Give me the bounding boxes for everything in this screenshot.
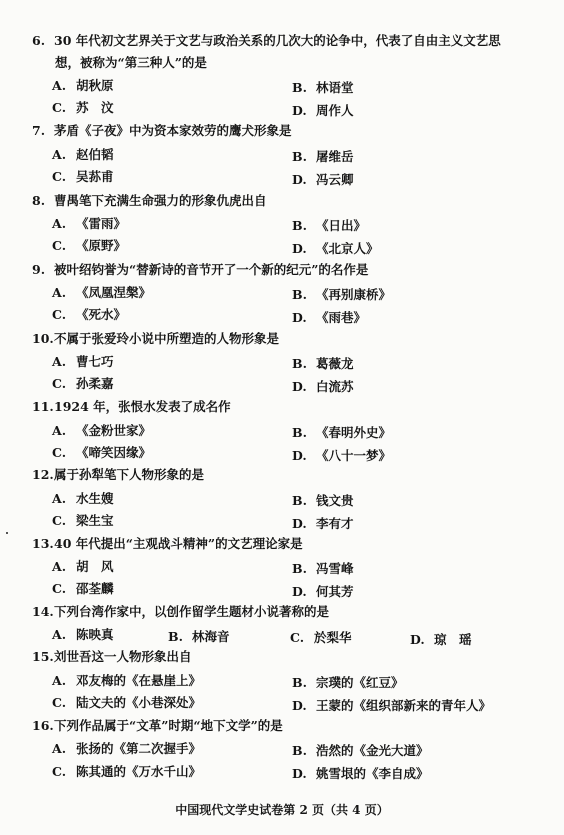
option-b: B. 《再别康桥》 — [292, 287, 392, 302]
option-a: A. 陈映真 — [52, 627, 114, 642]
question-13 — [32, 533, 552, 555]
question-stem: 1924 年，张恨水发表了成名作 — [54, 399, 231, 414]
question-number: 15. — [32, 649, 54, 664]
question-number: 13. — [32, 536, 54, 551]
option-d: D. 《北京人》 — [292, 241, 379, 256]
option-c: C. 梁生宝 — [52, 513, 114, 528]
option-b: B. 钱文贵 — [292, 493, 354, 508]
option-b: B. 葛薇龙 — [292, 356, 354, 371]
option-d: D. 白流苏 — [292, 379, 354, 394]
option-c: C. 《死水》 — [52, 307, 127, 322]
option-c: C. 於梨华 — [290, 630, 352, 645]
question-9 — [32, 259, 552, 281]
page-footer: 中国现代文学史试卷第 2 页（共 4 页） — [175, 803, 389, 817]
option-d: D. 《雨巷》 — [292, 310, 367, 325]
option-a: A. 《雷雨》 — [52, 216, 127, 231]
option-a: A. 胡 风 — [52, 559, 114, 574]
option-b: B. 林海音 — [168, 629, 230, 644]
option-c: C. 陈其通的《万水千山》 — [52, 764, 202, 779]
scan-speck — [6, 532, 8, 534]
question-stem: 属于孙犁笔下人物形象的是 — [54, 467, 205, 482]
question-number: 12. — [32, 467, 54, 482]
option-d: D. 冯云卿 — [292, 172, 354, 187]
option-b: B. 宗璞的《红豆》 — [292, 675, 404, 690]
option-c: C. 孙柔嘉 — [52, 376, 114, 391]
question-number: 11. — [32, 399, 54, 414]
option-a: A. 邓友梅的《在悬崖上》 — [52, 673, 202, 688]
question-number: 14. — [32, 604, 54, 619]
question-number: 10. — [32, 331, 54, 346]
question-11 — [32, 396, 552, 418]
question-stem: 40 年代提出“主观战斗精神”的文艺理论家是 — [54, 536, 303, 551]
question-16 — [32, 715, 552, 737]
option-d: D. 李有才 — [292, 516, 354, 531]
option-c: C. 《啼笑因缘》 — [52, 445, 152, 460]
option-d: D. 周作人 — [292, 103, 354, 118]
question-number: 7. — [32, 123, 46, 138]
question-stem: 刘世吾这一人物形象出自 — [54, 649, 192, 664]
option-b: B. 《日出》 — [292, 218, 367, 233]
option-b: B. 浩然的《金光大道》 — [292, 743, 429, 758]
question-number: 8. — [32, 193, 46, 208]
question-15 — [32, 646, 552, 668]
question-stem: 被叶绍钧誉为“替新诗的音节开了一个新的纪元”的名作是 — [54, 262, 369, 277]
option-a: A. 《金粉世家》 — [52, 423, 152, 438]
question-stem-continuation: 想，被称为“第三种人”的是 — [55, 55, 207, 70]
option-a: A. 《凤凰涅槃》 — [52, 285, 152, 300]
option-d: D. 何其芳 — [292, 584, 354, 599]
question-8 — [32, 190, 552, 212]
option-d: D. 《八十一梦》 — [292, 448, 392, 463]
option-d: D. 琼 瑶 — [410, 632, 472, 647]
question-stem: 下列作品属于“文革”时期“地下文学”的是 — [54, 718, 283, 733]
option-b: B. 冯雪峰 — [292, 561, 354, 576]
question-stem: 曹禺笔下充满生命强力的形象仇虎出自 — [54, 193, 267, 208]
option-c: C. 苏 汶 — [52, 100, 114, 115]
question-number: 16. — [32, 718, 54, 733]
question-number: 9. — [32, 262, 46, 277]
question-number: 6. — [32, 33, 46, 48]
question-stem: 茅盾《子夜》中为资本家效劳的鹰犬形象是 — [54, 123, 292, 138]
question-stem: 30 年代初文艺界关于文艺与政治关系的几次大的论争中，代表了自由主义文艺思 — [54, 33, 501, 48]
option-c: C. 《原野》 — [52, 238, 127, 253]
question-stem: 下列台湾作家中，以创作留学生题材小说著称的是 — [54, 604, 330, 619]
question-10 — [32, 328, 552, 350]
option-a: A. 胡秋原 — [52, 78, 114, 93]
option-c: C. 邵荃麟 — [52, 581, 114, 596]
option-b: B. 林语堂 — [292, 80, 354, 95]
option-a: A. 水生嫂 — [52, 491, 114, 506]
option-a: A. 曹七巧 — [52, 354, 114, 369]
option-a: A. 张扬的《第二次握手》 — [52, 741, 202, 756]
question-14 — [32, 601, 552, 623]
question-stem: 不属于张爱玲小说中所塑造的人物形象是 — [54, 331, 280, 346]
option-b: B. 屠维岳 — [292, 149, 354, 164]
option-a: A. 赵伯韬 — [52, 147, 114, 162]
option-d: D. 王蒙的《组织部新来的青年人》 — [292, 698, 492, 713]
question-12 — [32, 464, 552, 486]
option-c: C. 吴荪甫 — [52, 169, 114, 184]
option-d: D. 姚雪垠的《李自成》 — [292, 766, 429, 781]
question-7 — [32, 120, 552, 142]
question-6 — [32, 30, 552, 52]
option-c: C. 陆文夫的《小巷深处》 — [52, 695, 202, 710]
option-b: B. 《春明外史》 — [292, 425, 392, 440]
